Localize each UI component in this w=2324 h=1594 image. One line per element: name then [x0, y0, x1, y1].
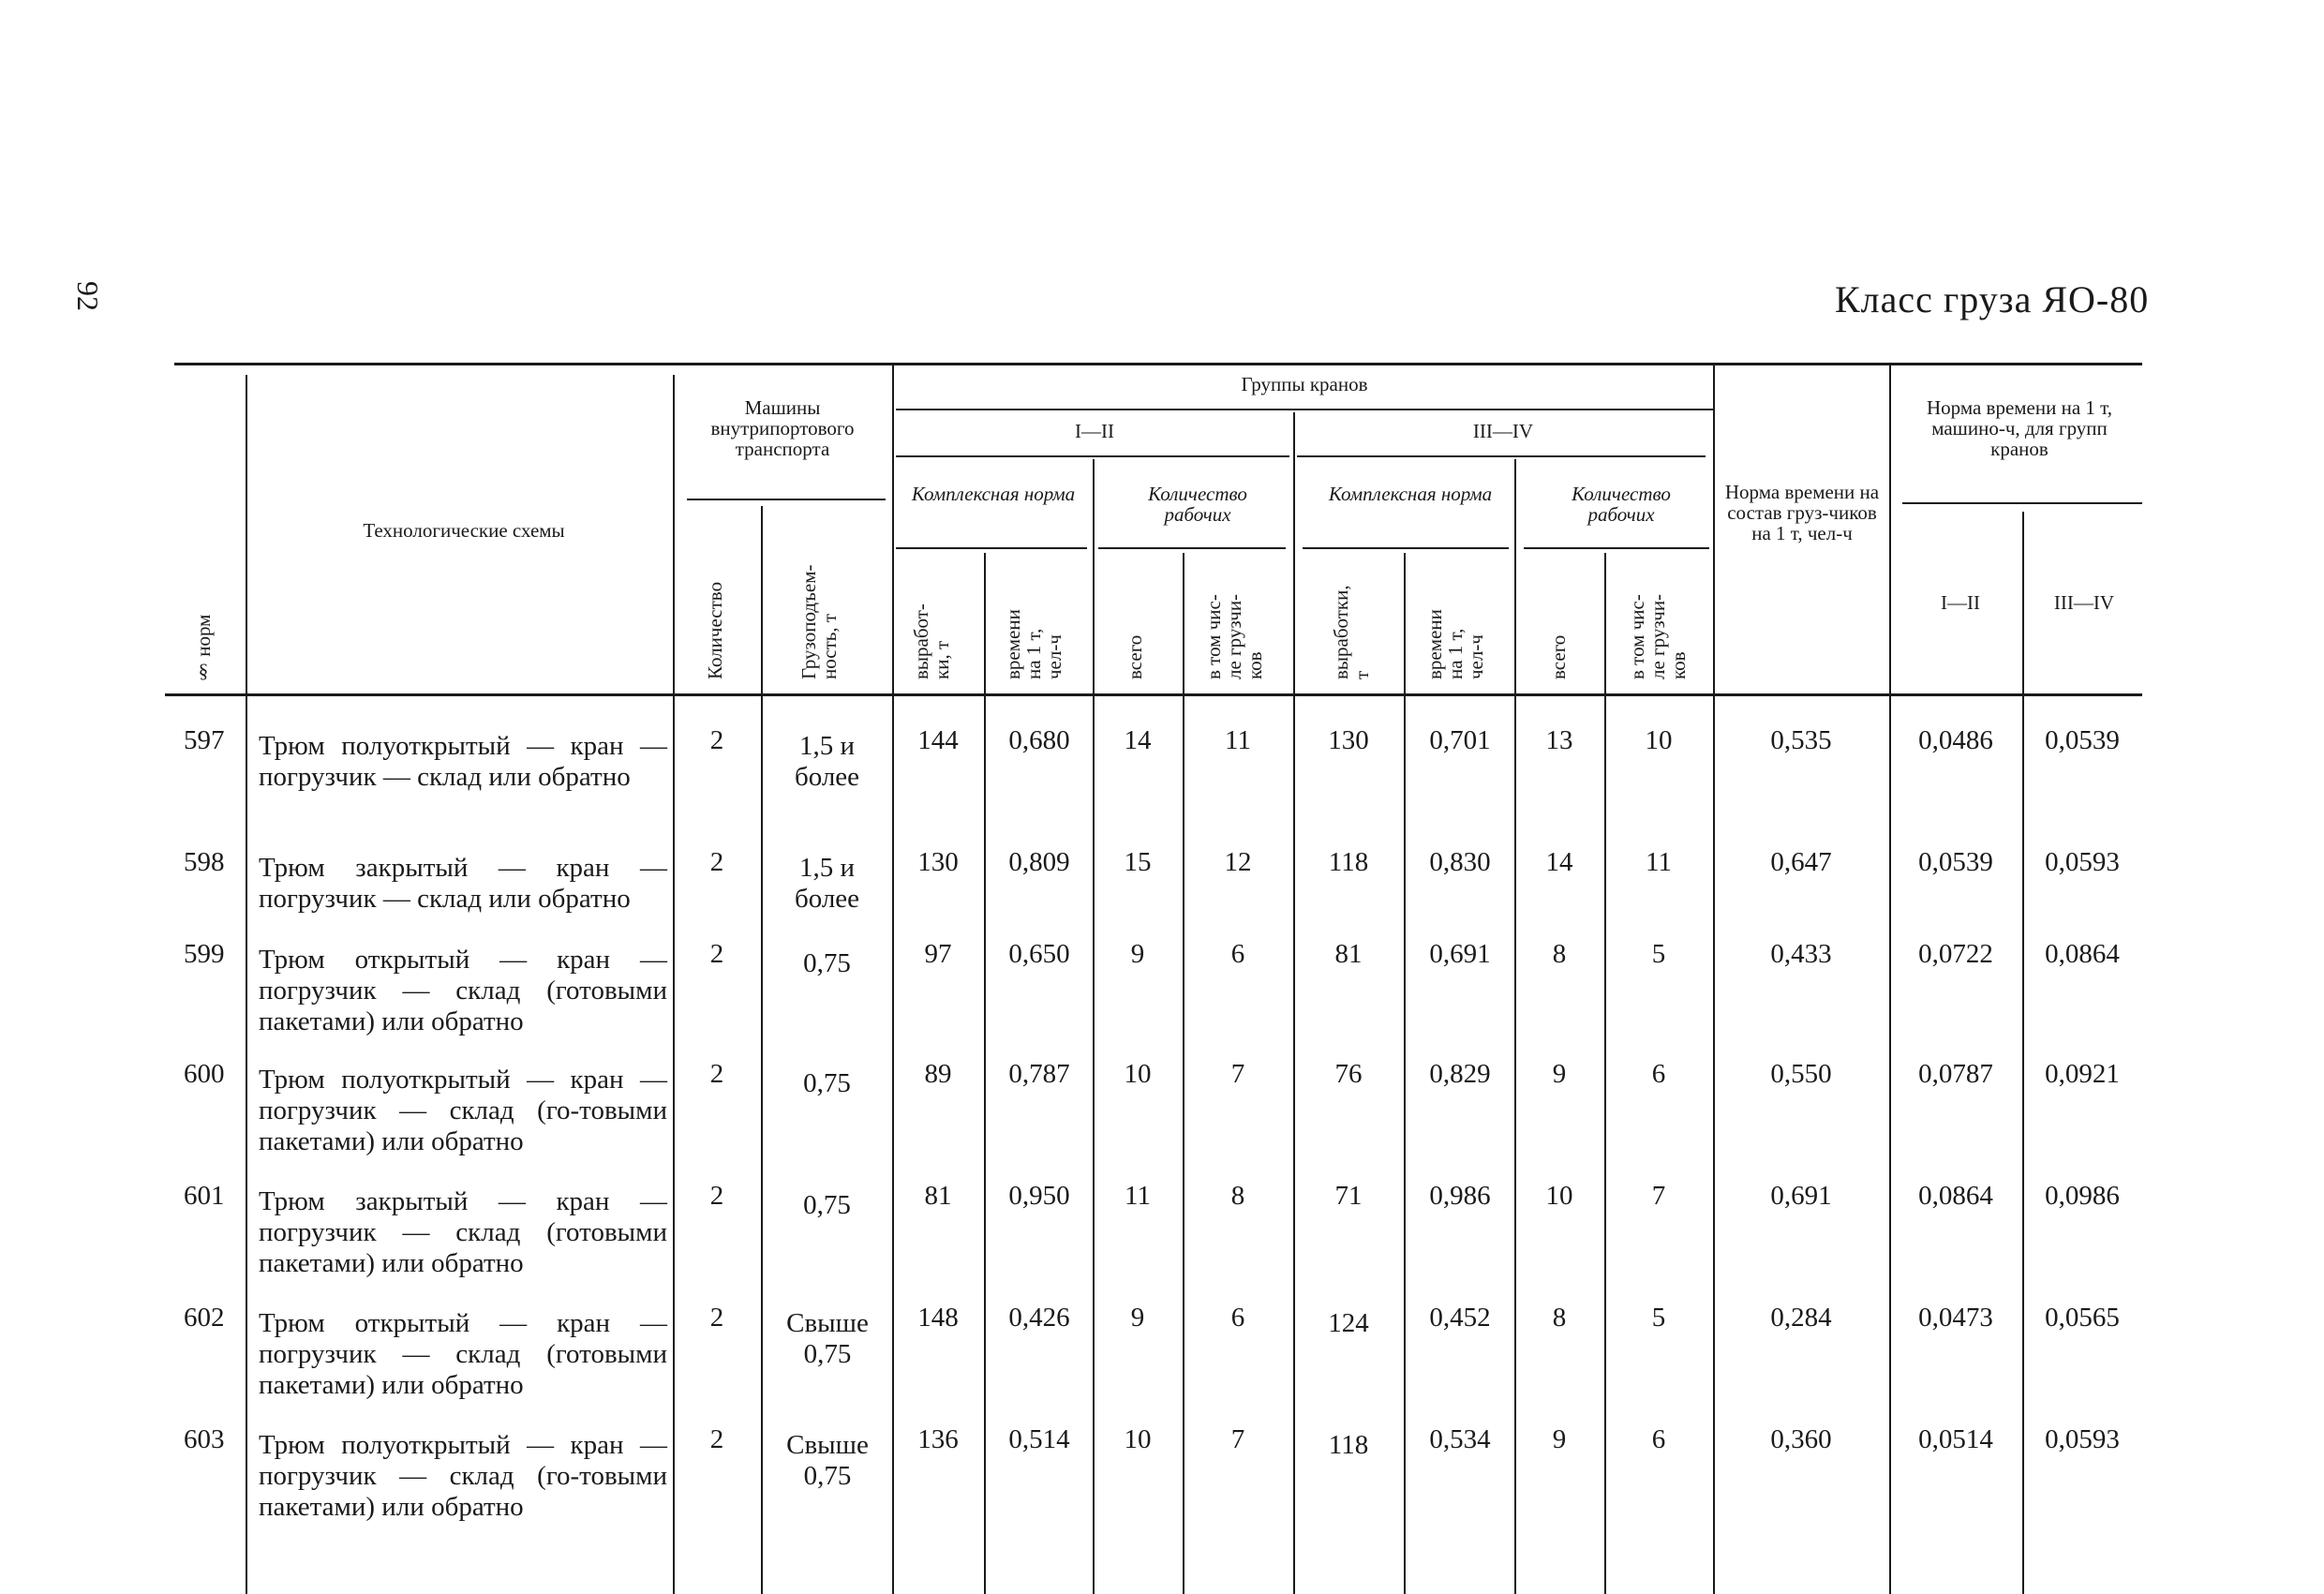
header-total-2: всего	[1547, 634, 1570, 679]
output-1: 130	[917, 847, 959, 877]
header-time-1: времени на 1 т, чел-ч	[1002, 609, 1065, 679]
loaders-time-norm: 0,284	[1770, 1303, 1832, 1333]
header-group-2: III—IV	[1472, 420, 1534, 442]
machines-count: 2	[709, 1059, 724, 1089]
total-2: 8	[1552, 1303, 1567, 1333]
time-2: 0,830	[1429, 847, 1491, 877]
total-1: 10	[1124, 1424, 1152, 1454]
header-loaders-2: в том чис- ле грузчи- ков	[1626, 593, 1690, 679]
output-1: 148	[917, 1303, 959, 1333]
header-machines-capacity: Грузоподъем- ность, т	[797, 564, 841, 679]
loaders-1: 11	[1225, 725, 1251, 755]
machine-time-2: 0,0565	[2045, 1303, 2120, 1333]
time-1: 0,787	[1008, 1059, 1070, 1089]
norm-number: 603	[184, 1424, 225, 1454]
machines-capacity: 1,5 и более	[794, 731, 860, 792]
scheme-text: Трюм открытый — кран — погрузчик — склад (готовыми пакетами) или обратно	[259, 1308, 667, 1400]
header-output-2: выработки, т	[1330, 585, 1373, 679]
total-2: 9	[1552, 1424, 1567, 1454]
machine-time-1: 0,0514	[1918, 1424, 1993, 1454]
header-norm-no: § норм	[192, 614, 215, 684]
header-complex-norm-2: Комплексная норма	[1328, 483, 1493, 505]
total-1: 10	[1124, 1059, 1152, 1089]
norm-number: 600	[184, 1059, 225, 1089]
machines-capacity: 1,5 и более	[794, 853, 860, 914]
output-2: 76	[1334, 1059, 1363, 1089]
page-number: 92	[71, 281, 105, 311]
header-workers-count-1: Количество рабочих	[1148, 483, 1247, 526]
norm-number: 599	[184, 939, 225, 969]
machines-capacity: Свыше 0,75	[786, 1308, 869, 1369]
time-2: 0,691	[1429, 939, 1491, 969]
output-1: 89	[924, 1059, 952, 1089]
loaders-2: 6	[1651, 1424, 1666, 1454]
header-loaders-time-norm: Норма времени на состав груз-чиков на 1 т, чел-ч	[1724, 481, 1880, 544]
norm-number: 598	[184, 847, 225, 877]
time-2: 0,986	[1429, 1181, 1491, 1211]
machines-capacity: 0,75	[803, 1068, 851, 1098]
output-2: 71	[1334, 1181, 1363, 1211]
scheme-text: Трюм полуоткрытый — кран — погрузчик — склад (го-товыми пакетами) или обратно	[259, 1065, 667, 1156]
total-2: 10	[1545, 1181, 1573, 1211]
scheme-text: Трюм открытый — кран — погрузчик — склад (готовыми пакетами) или обратно	[259, 945, 667, 1036]
machines-count: 2	[709, 847, 724, 877]
machines-count: 2	[709, 939, 724, 969]
machine-time-1: 0,0473	[1918, 1303, 1993, 1333]
scheme-text: Трюм полуоткрытый — кран — погрузчик — склад или обратно	[259, 731, 667, 792]
total-2: 8	[1552, 939, 1567, 969]
machine-time-2: 0,0593	[2045, 1424, 2120, 1454]
total-1: 15	[1124, 847, 1152, 877]
total-1: 11	[1125, 1181, 1151, 1211]
time-1: 0,650	[1008, 939, 1070, 969]
time-1: 0,514	[1008, 1424, 1070, 1454]
header-machines: Машины внутрипортового транспорта	[710, 396, 855, 460]
output-2: 118	[1328, 847, 1369, 877]
loaders-2: 6	[1651, 1059, 1666, 1089]
loaders-2: 7	[1651, 1181, 1666, 1211]
machines-count: 2	[709, 1424, 724, 1454]
machine-time-2: 0,0539	[2045, 725, 2120, 755]
time-2: 0,452	[1429, 1303, 1491, 1333]
loaders-time-norm: 0,647	[1770, 847, 1832, 877]
loaders-1: 7	[1230, 1059, 1245, 1089]
scheme-text: Трюм закрытый — кран — погрузчик — склад (готовыми пакетами) или обратно	[259, 1186, 667, 1278]
header-workers-count-2: Количество рабочих	[1572, 483, 1671, 526]
loaders-2: 11	[1646, 847, 1672, 877]
header-total-1: всего	[1124, 634, 1146, 679]
output-2: 118	[1328, 1430, 1369, 1460]
time-1: 0,426	[1008, 1303, 1070, 1333]
output-2: 124	[1328, 1308, 1369, 1338]
time-2: 0,829	[1429, 1059, 1491, 1089]
machine-time-1: 0,0864	[1918, 1181, 1993, 1211]
output-2: 130	[1328, 725, 1369, 755]
machines-count: 2	[709, 1181, 724, 1211]
machine-time-2: 0,0864	[2045, 939, 2120, 969]
scheme-text: Трюм закрытый — кран — погрузчик — склад или обратно	[259, 853, 667, 914]
loaders-time-norm: 0,360	[1770, 1424, 1832, 1454]
header-group-1: I—II	[1075, 420, 1114, 442]
norm-number: 601	[184, 1181, 225, 1211]
loaders-2: 5	[1651, 939, 1666, 969]
loaders-1: 6	[1230, 1303, 1245, 1333]
output-1: 136	[917, 1424, 959, 1454]
time-1: 0,680	[1008, 725, 1070, 755]
loaders-2: 10	[1645, 725, 1673, 755]
machine-time-1: 0,0486	[1918, 725, 1993, 755]
machines-capacity: 0,75	[803, 1190, 851, 1220]
header-machine-time-norm: Норма времени на 1 т, машино-ч, для групп кранов	[1926, 396, 2113, 460]
header-crane-groups: Группы кранов	[1241, 373, 1368, 395]
loaders-time-norm: 0,535	[1770, 725, 1832, 755]
total-2: 13	[1545, 725, 1573, 755]
loaders-time-norm: 0,691	[1770, 1181, 1832, 1211]
time-1: 0,950	[1008, 1181, 1070, 1211]
total-2: 14	[1545, 847, 1573, 877]
machine-time-1: 0,0539	[1918, 847, 1993, 877]
time-2: 0,701	[1429, 725, 1491, 755]
loaders-time-norm: 0,433	[1770, 939, 1832, 969]
header-mt-group-1: I—II	[1941, 591, 1980, 614]
machines-count: 2	[709, 725, 724, 755]
machine-time-1: 0,0722	[1918, 939, 1993, 969]
loaders-1: 12	[1224, 847, 1252, 877]
page-header: Класс груза ЯО-80	[1835, 278, 2150, 320]
time-2: 0,534	[1429, 1424, 1491, 1454]
header-time-2: времени на 1 т, чел-ч	[1423, 609, 1487, 679]
machines-capacity: Свыше 0,75	[786, 1430, 869, 1491]
loaders-1: 6	[1230, 939, 1245, 969]
loaders-1: 8	[1230, 1181, 1245, 1211]
header-schemes: Технологические схемы	[363, 519, 565, 542]
loaders-2: 5	[1651, 1303, 1666, 1333]
output-2: 81	[1334, 939, 1363, 969]
machine-time-2: 0,0986	[2045, 1181, 2120, 1211]
header-machines-count: Количество	[704, 581, 726, 679]
header-loaders-1: в том чис- ле грузчи- ков	[1202, 593, 1266, 679]
output-1: 81	[924, 1181, 952, 1211]
machine-time-2: 0,0593	[2045, 847, 2120, 877]
total-1: 9	[1130, 1303, 1145, 1333]
machines-capacity: 0,75	[803, 948, 851, 978]
norm-number: 602	[184, 1303, 225, 1333]
header-mt-group-2: III—IV	[2053, 591, 2115, 614]
machines-count: 2	[709, 1303, 724, 1333]
total-2: 9	[1552, 1059, 1567, 1089]
norm-number: 597	[184, 725, 225, 755]
loaders-time-norm: 0,550	[1770, 1059, 1832, 1089]
header-complex-norm-1: Комплексная норма	[911, 483, 1076, 505]
machine-time-2: 0,0921	[2045, 1059, 2120, 1089]
total-1: 14	[1124, 725, 1152, 755]
output-1: 144	[917, 725, 959, 755]
loaders-1: 7	[1230, 1424, 1245, 1454]
machine-time-1: 0,0787	[1918, 1059, 1993, 1089]
output-1: 97	[924, 939, 952, 969]
time-1: 0,809	[1008, 847, 1070, 877]
total-1: 9	[1130, 939, 1145, 969]
scheme-text: Трюм полуоткрытый — кран — погрузчик — склад (го-товыми пакетами) или обратно	[259, 1430, 667, 1522]
header-output-1: выработ- ки, т	[910, 603, 953, 679]
